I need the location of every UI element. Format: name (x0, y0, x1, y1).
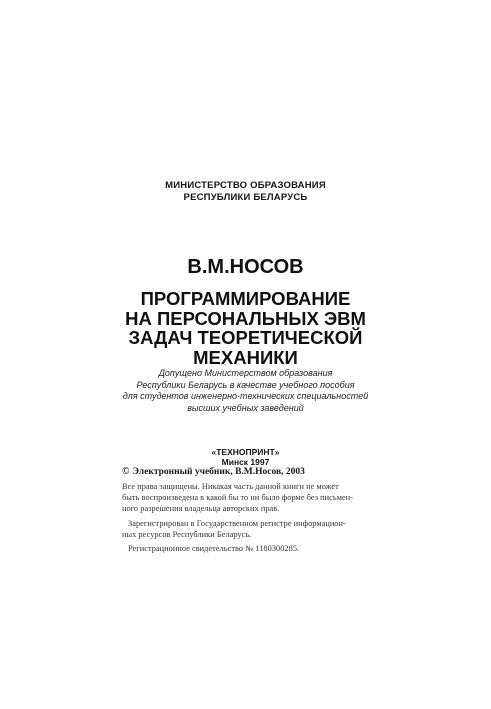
certificate-line: Регистрационное свидетельство № 1180300285. (128, 544, 300, 554)
rights-paragraph (122, 481, 372, 515)
book-title-line: НА ПЕРСОНАЛЬНЫХ ЭВМ (125, 307, 366, 329)
rights-line: ного разрешения владельца авторских прав. (122, 504, 280, 514)
certificate-paragraph (122, 543, 372, 554)
registration-line: Зарегистрирован в Государственном регистре информацион- (128, 518, 346, 528)
approval-line: высших учебных заведений (187, 402, 304, 413)
approval-line: Допущено Министерством образования (158, 368, 333, 378)
approval-line: для студентов инженерно-технических специальностей (122, 391, 369, 401)
rights-line: Все права защищены. Никакая часть данной книги не может (122, 482, 339, 491)
publisher-block (0, 447, 491, 467)
ministry-line: МИНИСТЕРСТВО ОБРАЗОВАНИЯ (165, 180, 326, 191)
ministry-line: РЕСПУБЛИКИ БЕЛАРУСЬ (183, 192, 308, 203)
publisher-name: «ТЕХНОПРИНТ» (211, 447, 280, 457)
author-name: В.М.НОСОВ (187, 256, 304, 278)
book-title (0, 289, 491, 367)
registration-paragraph (122, 518, 372, 540)
approval-line: Республики Беларусь в качестве учебного пособия (136, 379, 355, 390)
copyright-symbol: © (122, 466, 130, 477)
publisher-city-year: Минск 1997 (221, 457, 270, 467)
copyright-text: Электронный учебник, В.М.Носов, 2003 (132, 467, 305, 477)
rights-line: быть воспроизведена в какой бы то ни было форме без письмен- (122, 493, 354, 503)
book-title-line: МЕХАНИКИ (193, 346, 298, 368)
registration-line: ных ресурсов Республики Беларусь. (122, 529, 252, 539)
ministry-heading (0, 180, 491, 204)
imprint-block (122, 466, 372, 554)
copyright-line (122, 466, 372, 478)
book-title-line: ПРОГРАММИРОВАНИЕ (140, 288, 351, 309)
approval-note (0, 368, 491, 414)
book-title-line: ЗАДАЧ ТЕОРЕТИЧЕСКОЙ (128, 327, 363, 348)
